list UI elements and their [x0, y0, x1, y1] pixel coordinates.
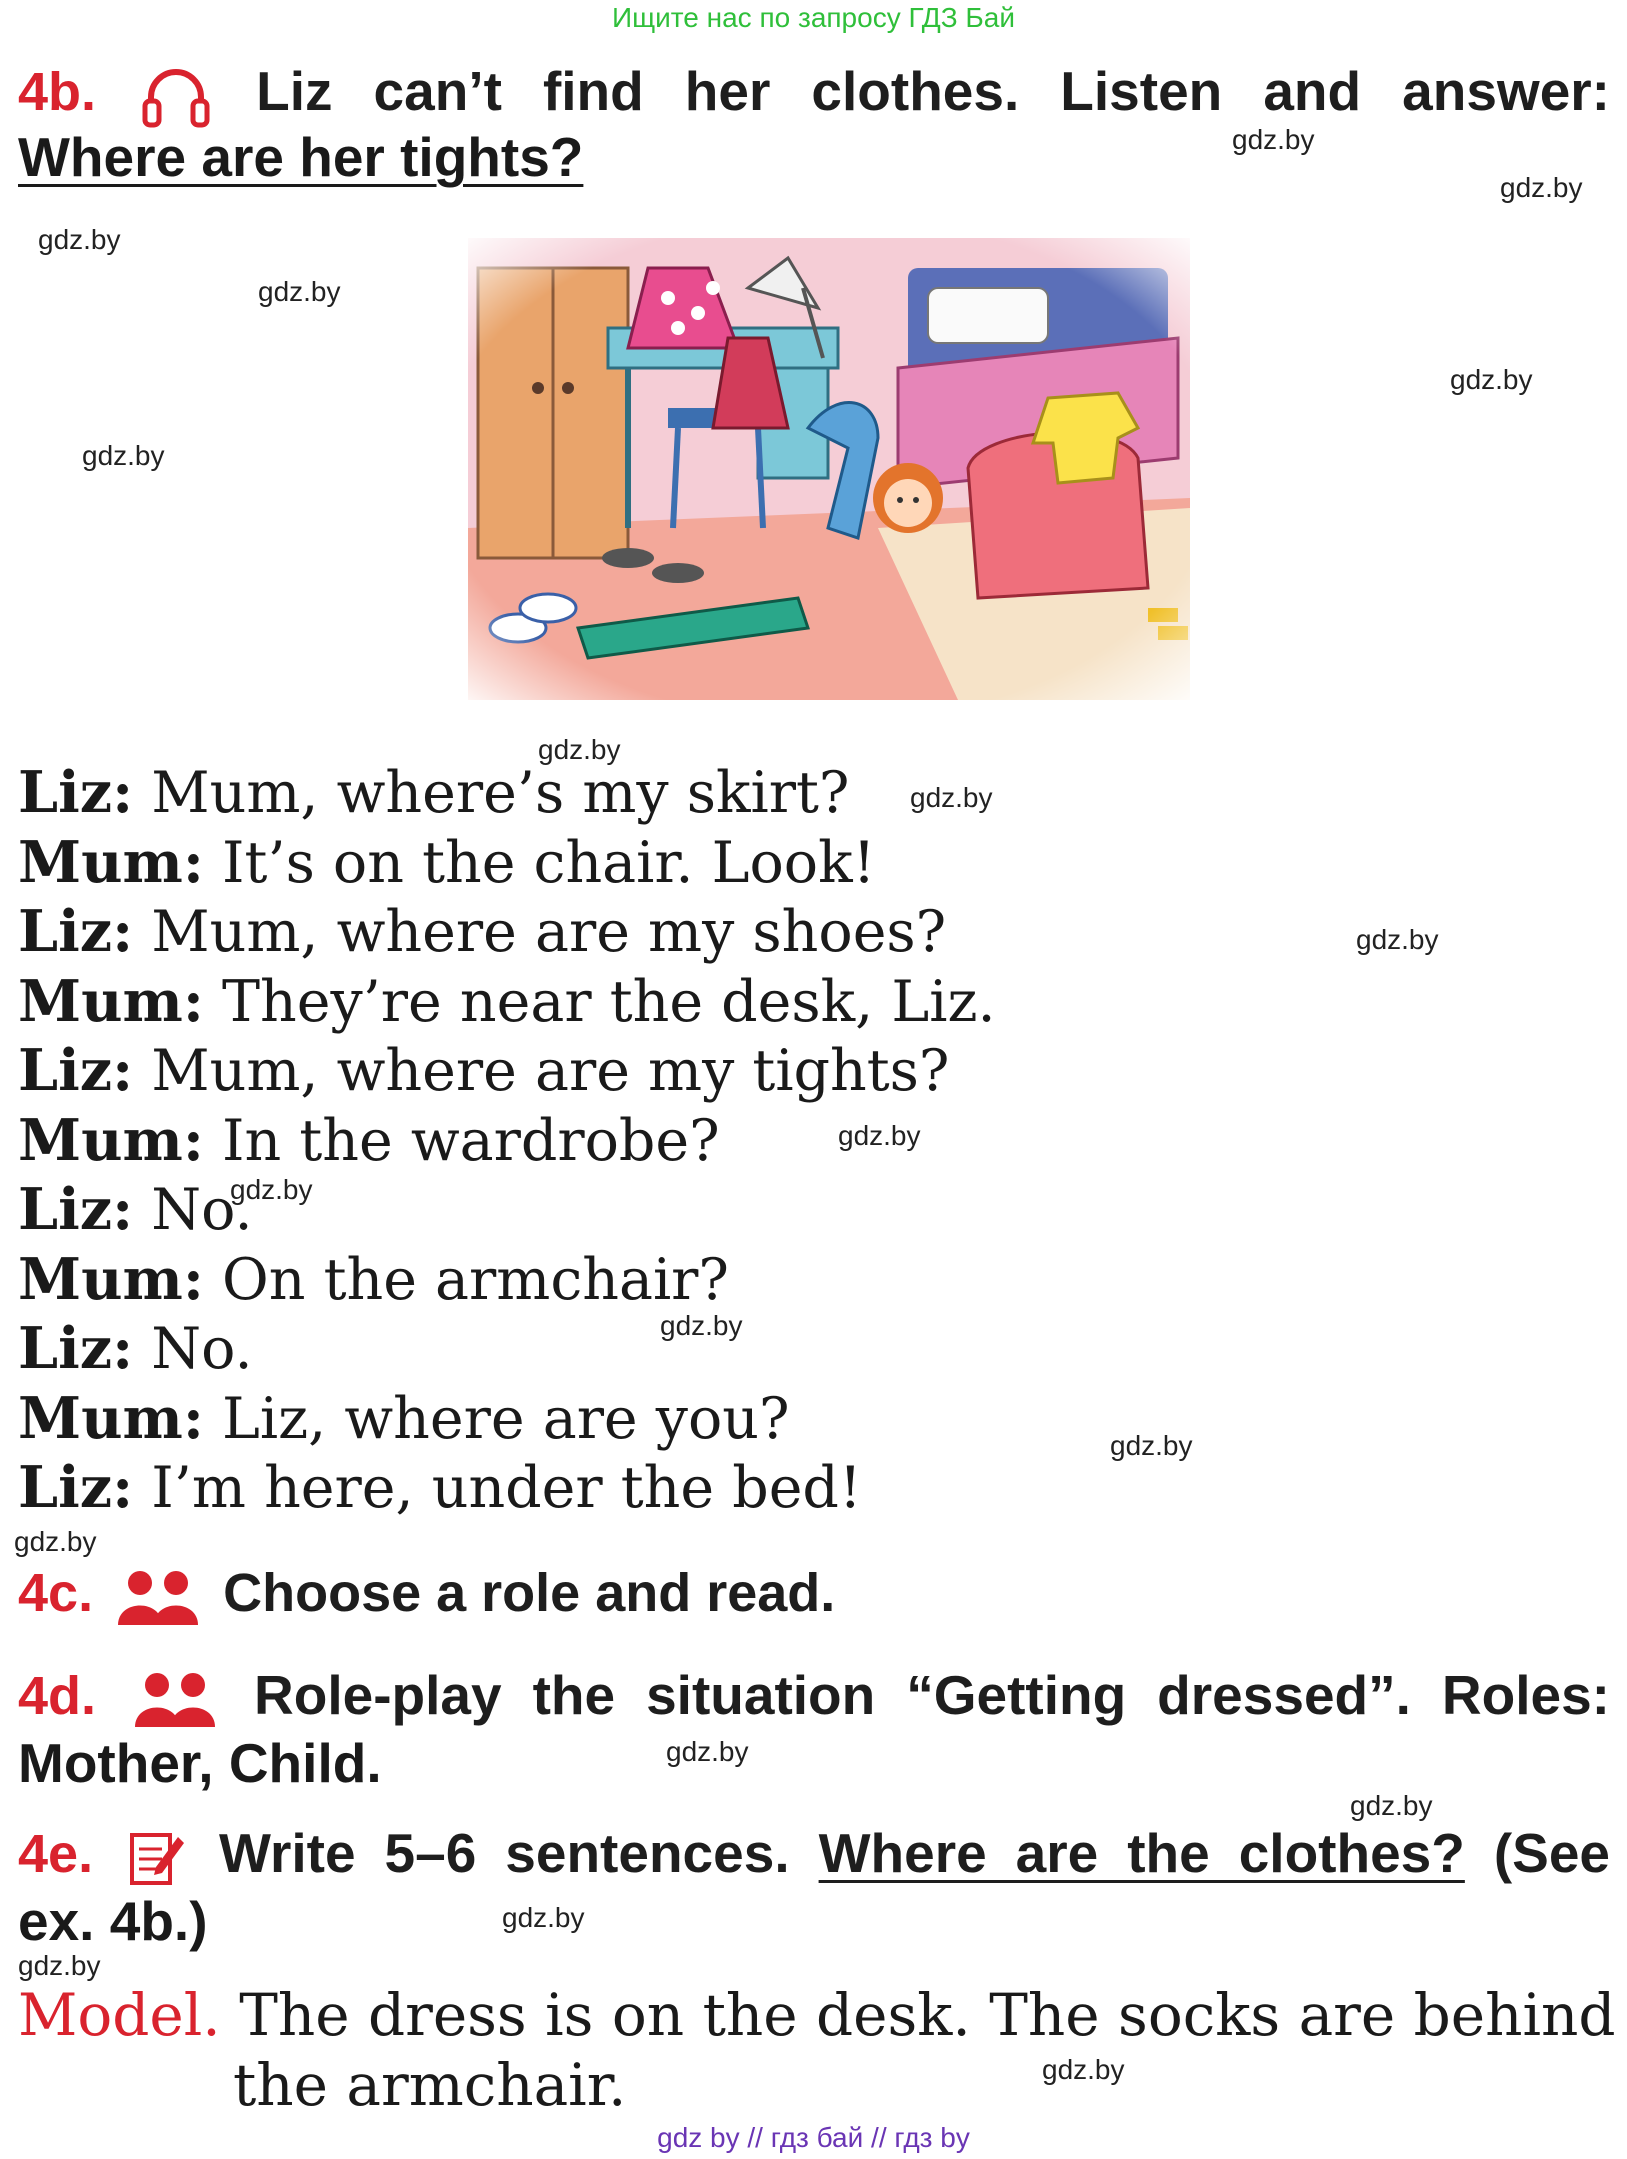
dialogue-line: Liz: No.: [18, 1315, 253, 1382]
exercise-instruction: Liz can’t find her clothes. Listen and answer:: [256, 60, 1611, 122]
watermark: gdz.by: [538, 734, 621, 765]
watermark: gdz.by: [1350, 1790, 1433, 1821]
headphones-icon: [141, 65, 211, 125]
model-answer: [18, 1980, 1616, 2120]
exercise-4c: [18, 1560, 835, 1626]
pair-work-icon: [114, 1569, 202, 1625]
watermark: gdz.by: [14, 1526, 97, 1557]
exercise-number: 4c.: [18, 1563, 94, 1623]
dialogue-line: Mum: They’re near the desk, Liz.: [18, 967, 996, 1035]
watermark: gdz.by: [230, 1174, 313, 1205]
dialogue-line: Liz: No.: [18, 1176, 253, 1243]
model-label: Model.: [18, 1981, 221, 2049]
watermark: gdz.by: [18, 1950, 101, 1981]
exercise-number: 4e.: [18, 1824, 94, 1884]
model-text: the armchair.: [233, 2051, 627, 2119]
dialogue-line: Liz: Mum, where are my tights?: [18, 1037, 950, 1104]
question-underlined: Where are the clothes?: [818, 1822, 1465, 1884]
exercise-4e-line2: ex. 4b.): [18, 1890, 208, 1952]
watermark: gdz.by: [666, 1736, 749, 1767]
dialogue-line: Mum: In the wardrobe?: [18, 1106, 720, 1174]
watermark: gdz.by: [1042, 2054, 1125, 2085]
dialogue-line: Mum: On the armchair?: [18, 1245, 729, 1313]
write-icon: [126, 1827, 186, 1887]
exercise-number: 4b.: [18, 62, 97, 122]
watermark: gdz.by: [1356, 924, 1439, 955]
watermark: gdz.by: [1450, 364, 1533, 395]
model-text: The dress is on the desk. The socks are behind: [239, 1981, 1616, 2049]
exercise-4e: [18, 1820, 1610, 1887]
watermark: gdz.by: [1110, 1430, 1193, 1461]
dialogue-line: Liz: I’m here, under the bed!: [18, 1454, 862, 1521]
dialogue-line: Mum: Liz, where are you?: [18, 1384, 790, 1452]
watermark: gdz.by: [82, 440, 165, 471]
exercise-instruction: Write 5–6 sentences.: [219, 1822, 790, 1884]
watermark: gdz.by: [502, 1902, 585, 1933]
exercise-instruction: Choose a role and read.: [223, 1563, 836, 1623]
watermark: gdz.by: [258, 276, 341, 307]
dialogue-line: Mum: It’s on the chair. Look!: [18, 828, 876, 896]
exercise-reference: (See: [1493, 1822, 1611, 1884]
dialogue-line: Liz: Mum, where are my shoes?: [18, 898, 947, 965]
top-search-link[interactable]: Ищите нас по запросу ГДЗ Бай: [611, 2, 1016, 33]
exercise-4b-heading: [18, 58, 1610, 125]
exercise-number: 4d.: [18, 1666, 97, 1726]
watermark: gdz.by: [910, 782, 993, 813]
exercise-instruction: Role-play the situation “Getting dressed”. Roles:: [254, 1664, 1610, 1726]
exercise-question: [18, 124, 583, 190]
watermark: gdz.by: [660, 1310, 743, 1341]
watermark: gdz.by: [38, 224, 121, 255]
messy-bedroom-illustration: [458, 228, 1200, 710]
question-underlined: Where are her tights?: [18, 126, 584, 188]
footer-links[interactable]: gdz by // гдз бай // гдз by: [657, 2122, 970, 2153]
exercise-4d: [18, 1662, 1610, 1729]
watermark: gdz.by: [838, 1120, 921, 1151]
dialogue-line: Liz: Mum, where’s my skirt?: [18, 759, 850, 826]
watermark: gdz.by: [1500, 172, 1583, 203]
exercise-4d-line2: Mother, Child.: [18, 1732, 382, 1794]
watermark: gdz.by: [1232, 124, 1315, 155]
pair-work-icon: [131, 1671, 219, 1727]
